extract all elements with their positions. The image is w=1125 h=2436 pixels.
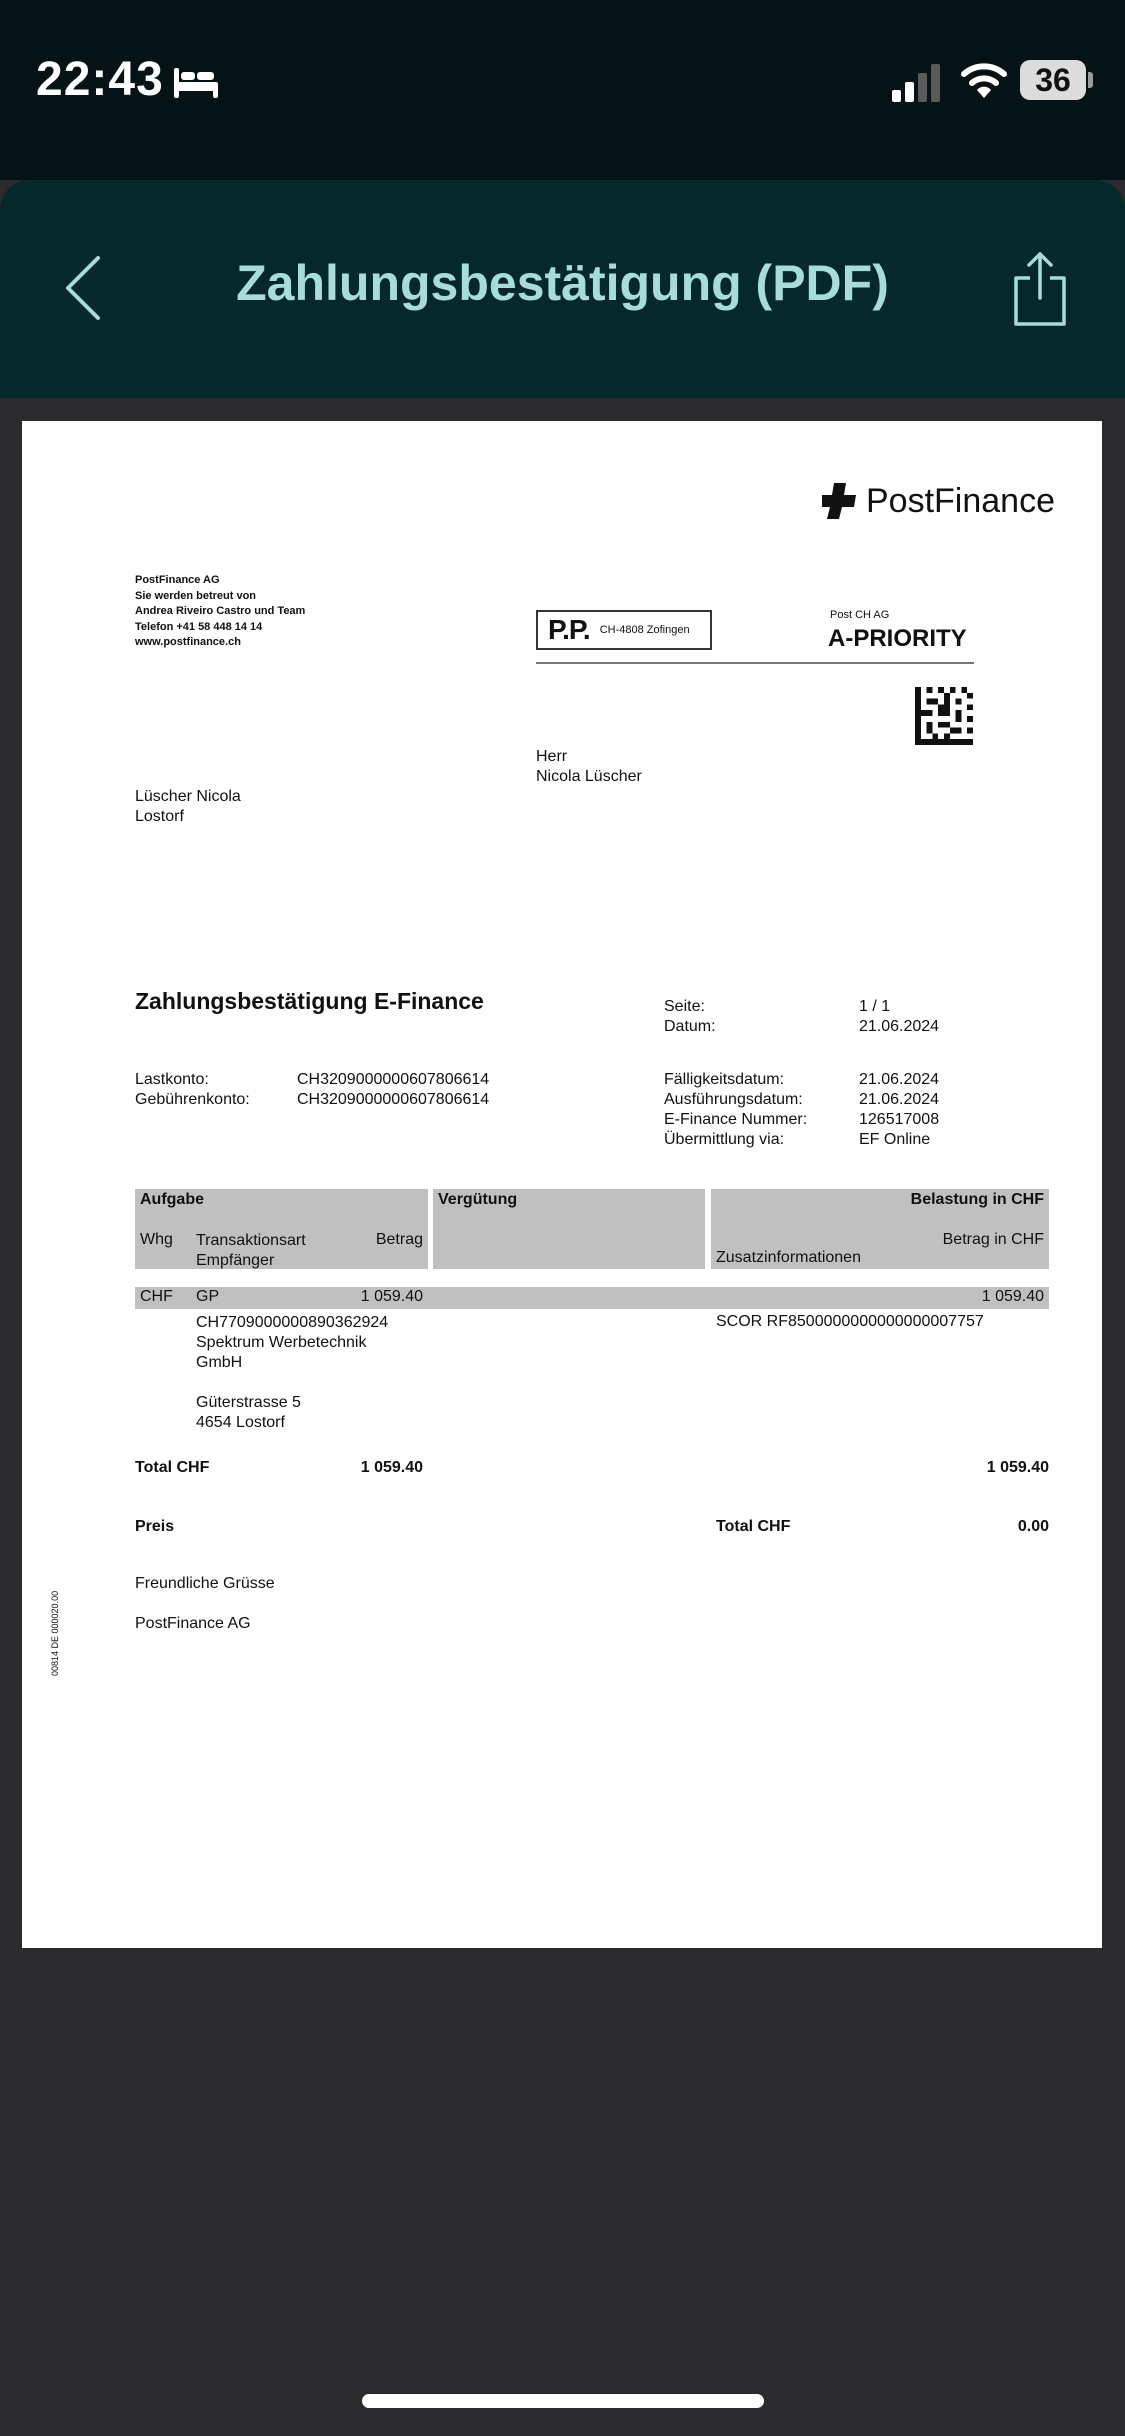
column-header: Empfänger bbox=[196, 1252, 275, 1269]
app-header bbox=[0, 180, 1125, 398]
sender-line: Sie werden betreut von bbox=[135, 589, 257, 602]
label: Übermittlung via: bbox=[664, 1131, 785, 1148]
signature: PostFinance AG bbox=[135, 1615, 251, 1632]
page-values bbox=[859, 997, 939, 1037]
total-label: Total CHF bbox=[135, 1459, 210, 1476]
share-icon[interactable] bbox=[1010, 250, 1070, 328]
total-amount: 1 059.40 bbox=[360, 1459, 423, 1476]
wifi-icon bbox=[960, 60, 1008, 100]
battery-tip bbox=[1088, 72, 1093, 88]
pp-mark: P.P. bbox=[548, 614, 590, 645]
value: 21.06.2024 bbox=[859, 1091, 940, 1108]
total-charge: 1 059.40 bbox=[986, 1459, 1049, 1476]
logo-text: PostFinance bbox=[866, 481, 1055, 520]
due-values bbox=[859, 1070, 939, 1150]
table-row bbox=[135, 1287, 1049, 1309]
signal-icon bbox=[892, 62, 944, 102]
label: Gebührenkonto: bbox=[135, 1091, 250, 1108]
column-header: Zusatzinformationen bbox=[716, 1249, 861, 1266]
row-address: 4654 Lostorf bbox=[196, 1414, 285, 1431]
account-values bbox=[297, 1070, 489, 1110]
divider bbox=[536, 662, 974, 664]
pp-location: CH-4808 Zofingen bbox=[599, 624, 690, 636]
label: Fälligkeitsdatum: bbox=[664, 1071, 785, 1088]
recipient-address bbox=[536, 747, 642, 787]
value: CH3209000000607806614 bbox=[297, 1091, 490, 1108]
row-recipient: Spektrum Werbetechnik bbox=[196, 1334, 367, 1351]
preis-label: Preis bbox=[135, 1518, 175, 1535]
value: 21.06.2024 bbox=[859, 1071, 940, 1088]
table-header-belastung bbox=[711, 1189, 1049, 1269]
label: E-Finance Nummer: bbox=[664, 1111, 808, 1128]
value: EF Online bbox=[859, 1131, 931, 1148]
account-labels bbox=[135, 1070, 250, 1110]
column-header: Belastung in CHF bbox=[910, 1191, 1044, 1208]
status-bar bbox=[0, 0, 1125, 180]
label: Ausführungsdatum: bbox=[664, 1091, 803, 1108]
side-code: 00814 DE 000020.00 bbox=[50, 1590, 60, 1676]
page-title: Zahlungsbestätigung (PDF) bbox=[236, 255, 889, 311]
sender-line: Telefon +41 58 448 14 14 bbox=[135, 620, 263, 633]
column-header: Vergütung bbox=[438, 1191, 518, 1208]
column-header: Betrag bbox=[375, 1231, 423, 1248]
page-labels bbox=[664, 997, 716, 1037]
battery-icon: 36 bbox=[1020, 60, 1086, 100]
home-indicator[interactable] bbox=[362, 2394, 764, 2408]
customer-line: Lostorf bbox=[135, 808, 184, 825]
value: 21.06.2024 bbox=[859, 1018, 940, 1035]
value: 126517008 bbox=[859, 1111, 940, 1128]
datamatrix-code bbox=[915, 687, 973, 745]
row-type: GP bbox=[196, 1288, 220, 1305]
row-address: Güterstrasse 5 bbox=[196, 1394, 301, 1411]
preis-total-label: Total CHF bbox=[716, 1518, 791, 1535]
row-iban: CH7709000000890362924 bbox=[196, 1314, 389, 1331]
bed-icon bbox=[172, 64, 220, 100]
row-amount: 1 059.40 bbox=[360, 1288, 423, 1305]
sender-block bbox=[135, 573, 305, 651]
row-currency: CHF bbox=[140, 1288, 173, 1305]
column-header: Betrag in CHF bbox=[942, 1231, 1044, 1248]
customer-address bbox=[135, 787, 241, 827]
due-labels bbox=[664, 1070, 807, 1150]
recipient-line: Herr bbox=[536, 748, 568, 765]
recipient-line: Nicola Lüscher bbox=[536, 768, 642, 785]
column-header: Transaktionsart bbox=[196, 1232, 306, 1249]
label: Lastkonto: bbox=[135, 1071, 209, 1088]
postfinance-logo bbox=[822, 481, 1055, 521]
sender-line: Andrea Riveiro Castro und Team bbox=[135, 605, 306, 617]
column-header: Aufgabe bbox=[140, 1191, 204, 1208]
priority-label: A-PRIORITY bbox=[828, 625, 967, 652]
post-ag-label: Post CH AG bbox=[830, 609, 890, 621]
greeting: Freundliche Grüsse bbox=[135, 1575, 275, 1592]
row-charge: 1 059.40 bbox=[981, 1288, 1044, 1305]
preis-total: 0.00 bbox=[1017, 1518, 1049, 1535]
row-reference: SCOR RF8500000000000000007757 bbox=[716, 1313, 984, 1330]
column-header bbox=[196, 1231, 306, 1271]
sender-line: PostFinance AG bbox=[135, 574, 220, 586]
sender-line: www.postfinance.ch bbox=[135, 636, 241, 648]
table-header-aufgabe bbox=[135, 1189, 428, 1269]
pp-stamp bbox=[536, 610, 712, 650]
value: CH3209000000607806614 bbox=[297, 1071, 490, 1088]
label: Seite: bbox=[664, 998, 705, 1015]
row-recipient: GmbH bbox=[196, 1354, 243, 1371]
value: 1 / 1 bbox=[859, 998, 891, 1015]
table-header-verguetung bbox=[433, 1189, 705, 1269]
swiss-cross-icon bbox=[822, 483, 856, 519]
column-header: Whg bbox=[140, 1231, 173, 1248]
row-recipient-details bbox=[196, 1313, 388, 1433]
pdf-document[interactable] bbox=[22, 421, 1102, 1948]
label: Datum: bbox=[664, 1018, 716, 1035]
document-title: Zahlungsbestätigung E-Finance bbox=[135, 988, 484, 1014]
customer-line: Lüscher Nicola bbox=[135, 788, 241, 805]
status-time: 22:43 bbox=[36, 53, 164, 106]
